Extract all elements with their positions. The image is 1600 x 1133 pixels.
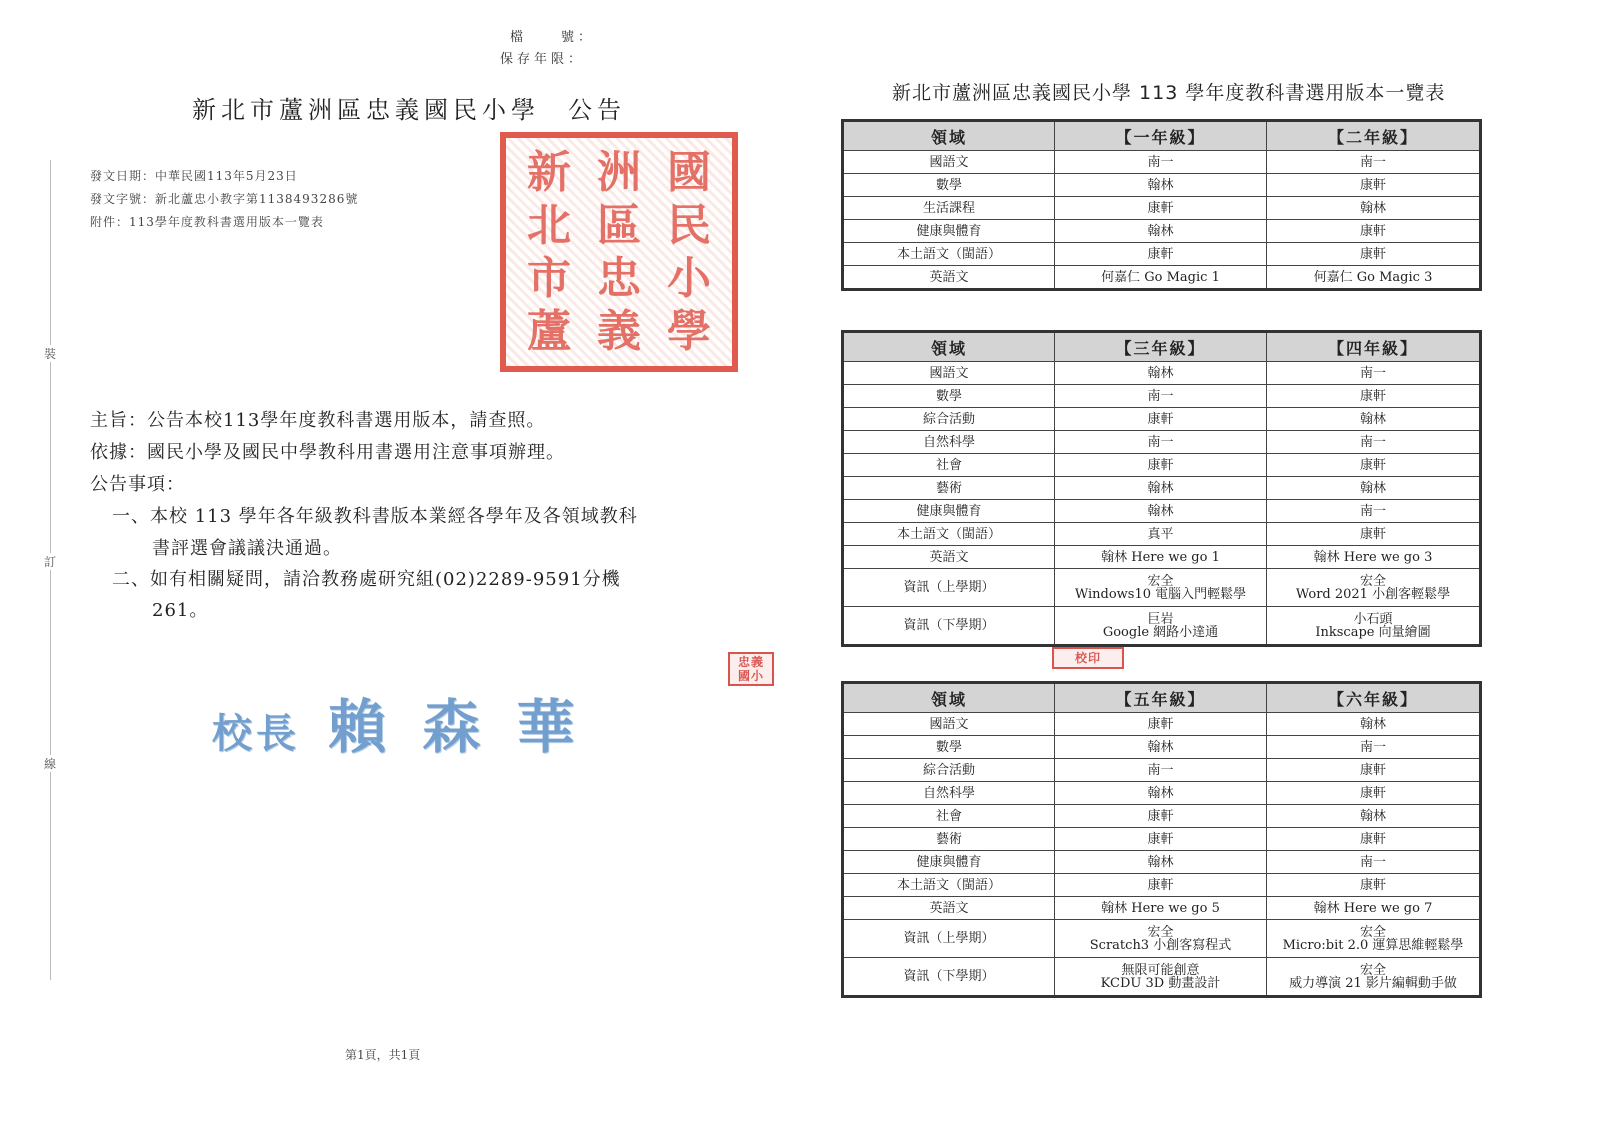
publisher-cell [1267, 759, 1481, 782]
cell-text: 健康與體育 [916, 223, 982, 239]
publisher-cell [1267, 362, 1481, 385]
cell-text: 綜合活動 [922, 411, 975, 427]
table-row [843, 874, 1481, 897]
column-header: 【四年級】 [1267, 332, 1481, 362]
publisher-cell [1055, 920, 1267, 958]
cell-text: 本土語文（閩語） [896, 246, 1001, 262]
cell-text: 翰林 [1147, 223, 1174, 239]
seal-glyph: 忠 [597, 252, 641, 304]
subject-cell [843, 477, 1055, 500]
table-row [843, 500, 1481, 523]
cell-text: 真平 [1147, 526, 1174, 542]
publisher-cell [1055, 408, 1267, 431]
publisher-cell [1267, 874, 1481, 897]
cell-text: 英語文 [929, 549, 969, 565]
table-row [843, 174, 1481, 197]
binding-char-3: 線 [44, 757, 57, 771]
cell-text: 社會 [935, 808, 962, 824]
publisher-cell [1055, 874, 1267, 897]
subject-cell [843, 243, 1055, 266]
publisher-cell [1055, 958, 1267, 997]
cell-text: 南一 [1147, 762, 1174, 778]
publisher-cell [1267, 174, 1481, 197]
cell-text: 宏全 [1359, 573, 1386, 589]
cell-text: 宏全 [1359, 962, 1386, 978]
cell-text: 南一 [1147, 154, 1174, 170]
subject-cell [843, 607, 1055, 646]
column-header: 【五年級】 [1055, 683, 1267, 713]
cell-text: 國語文 [929, 716, 969, 732]
seal-glyph: 北 [527, 199, 571, 251]
publisher-cell [1055, 897, 1267, 920]
publisher-cell [1055, 523, 1267, 546]
cell-text: 翰林 Here we go 1 [1101, 549, 1220, 565]
cell-text: 數學 [935, 739, 962, 755]
publisher-cell [1267, 569, 1481, 607]
table-row [843, 197, 1481, 220]
cell-text: 翰林 [1147, 785, 1174, 801]
cell-text: Inkscape 向量繪圖 [1315, 624, 1431, 640]
column-header: 【三年級】 [1055, 332, 1267, 362]
column-header: 【六年級】 [1267, 683, 1481, 713]
seal-glyph: 市 [527, 252, 571, 304]
publisher-cell [1267, 782, 1481, 805]
cell-text: 小石頭 [1353, 611, 1393, 627]
table-row [843, 782, 1481, 805]
cell-text: 宏全 [1147, 924, 1174, 940]
publisher-cell [1267, 385, 1481, 408]
cell-text: 康軒 [1359, 526, 1386, 542]
seal-glyph: 國 [667, 146, 711, 198]
cell-text: 康軒 [1147, 457, 1174, 473]
cell-text: 翰林 [1359, 808, 1386, 824]
cell-text: 翰林 [1359, 716, 1386, 732]
cell-text: 何嘉仁 Go Magic 1 [1101, 269, 1220, 285]
publisher-cell [1055, 454, 1267, 477]
table-row [843, 523, 1481, 546]
publisher-cell [1055, 546, 1267, 569]
cell-text: 康軒 [1359, 457, 1386, 473]
subject-cell [843, 874, 1055, 897]
cell-text: KCDU 3D 動畫設計 [1100, 975, 1221, 991]
cell-text: 康軒 [1359, 762, 1386, 778]
cell-text: 翰林 [1359, 411, 1386, 427]
cell-text: 康軒 [1147, 831, 1174, 847]
table-row [843, 477, 1481, 500]
cell-text: 康軒 [1359, 223, 1386, 239]
publisher-cell [1267, 500, 1481, 523]
cell-text: 康軒 [1359, 877, 1386, 893]
notice-title-suffix: 公告 [568, 96, 626, 124]
binding-margin-rule [50, 160, 51, 980]
cell-text: 南一 [1147, 434, 1174, 450]
publisher-cell [1055, 736, 1267, 759]
table-header-row [843, 332, 1481, 362]
cell-text: 翰林 [1147, 365, 1174, 381]
table-row [843, 736, 1481, 759]
publisher-cell [1055, 805, 1267, 828]
subject-cell [843, 454, 1055, 477]
official-seal-stamp [500, 132, 738, 372]
cell-text: 無限可能創意 [1121, 962, 1200, 978]
cell-text: 翰林 Here we go 5 [1101, 900, 1220, 916]
cell-text: 南一 [1359, 434, 1386, 450]
subject-cell [843, 523, 1055, 546]
column-header: 領域 [843, 683, 1055, 713]
cell-text: 南一 [1359, 154, 1386, 170]
cell-text: 本土語文（閩語） [896, 526, 1001, 542]
publisher-cell [1267, 607, 1481, 646]
cell-text: 社會 [935, 457, 962, 473]
cell-text: 英語文 [929, 269, 969, 285]
cell-text: 南一 [1359, 739, 1386, 755]
column-header: 領域 [843, 121, 1055, 151]
publisher-cell [1055, 362, 1267, 385]
document-number: 發文字號：新北蘆忠小教字第1138493286號 [90, 192, 359, 206]
cell-text: 翰林 [1147, 854, 1174, 870]
binding-char-1: 裝 [44, 347, 57, 361]
subject-cell [843, 759, 1055, 782]
publisher-cell [1055, 782, 1267, 805]
cell-text: 資訊（上學期） [903, 931, 995, 946]
seal-glyph: 學 [667, 305, 711, 357]
cell-text: 藝術 [935, 831, 962, 847]
small-seal-stamp: 忠義 國小 [728, 652, 774, 686]
subject-cell [843, 385, 1055, 408]
table-header-row [843, 683, 1481, 713]
cell-text: 何嘉仁 Go Magic 3 [1313, 269, 1433, 285]
cell-text: 本土語文（閩語） [896, 877, 1001, 893]
publisher-cell [1055, 569, 1267, 607]
cell-text: 康軒 [1359, 246, 1386, 262]
notice-heading: 公告事項： [90, 474, 185, 495]
seal-glyph: 洲 [597, 146, 641, 198]
table-row [843, 266, 1481, 290]
publisher-cell [1267, 958, 1481, 997]
cell-text: 數學 [935, 388, 962, 404]
cell-text: 康軒 [1359, 388, 1386, 404]
textbook-table-grade-3-4 [841, 330, 1482, 647]
publisher-cell [1267, 805, 1481, 828]
publisher-cell [1055, 197, 1267, 220]
cell-text: 南一 [1147, 388, 1174, 404]
publisher-cell [1055, 220, 1267, 243]
cell-text: 翰林 Here we go 7 [1313, 900, 1433, 916]
cell-text: 康軒 [1147, 877, 1174, 893]
publisher-cell [1267, 151, 1481, 174]
seal-glyph: 民 [667, 199, 711, 251]
column-header: 領域 [843, 332, 1055, 362]
subject-cell [843, 958, 1055, 997]
cell-text: 國語文 [929, 154, 969, 170]
cell-text: 南一 [1359, 365, 1386, 381]
publisher-cell [1055, 851, 1267, 874]
table-row [843, 362, 1481, 385]
publisher-cell [1055, 151, 1267, 174]
notice-title [192, 90, 626, 125]
table-row [843, 759, 1481, 782]
column-header: 【一年級】 [1055, 121, 1267, 151]
publisher-cell [1055, 477, 1267, 500]
cell-text: 翰林 [1147, 503, 1174, 519]
principal-signature [212, 680, 583, 764]
seal-glyph: 新 [527, 146, 571, 198]
cell-text: 宏全 [1147, 573, 1174, 589]
table-row [843, 408, 1481, 431]
cell-text: Google 網路小達通 [1102, 624, 1219, 640]
cell-text: 翰林 Here we go 3 [1313, 549, 1433, 565]
cell-text: 翰林 [1147, 480, 1174, 496]
subject-cell [843, 897, 1055, 920]
subject-cell [843, 362, 1055, 385]
table-row [843, 569, 1481, 607]
cell-text: 資訊（下學期） [903, 618, 995, 633]
table-row [843, 805, 1481, 828]
cell-text: 數學 [935, 177, 962, 193]
column-header: 【二年級】 [1267, 121, 1481, 151]
publisher-cell [1267, 851, 1481, 874]
subject-cell [843, 431, 1055, 454]
subject-cell [843, 500, 1055, 523]
notice-item-2-cont: 261。 [152, 600, 209, 621]
notice-item-2: 二、如有相關疑問，請洽教務處研究組(02)2289-9591分機 [112, 569, 621, 590]
publisher-cell [1055, 759, 1267, 782]
table-row [843, 920, 1481, 958]
cell-text: 巨岩 [1147, 611, 1174, 627]
publisher-cell [1055, 174, 1267, 197]
issue-date: 發文日期：中華民國113年5月23日 [90, 169, 298, 183]
cell-text: 南一 [1359, 854, 1386, 870]
table-row [843, 431, 1481, 454]
cell-text: 綜合活動 [922, 762, 975, 778]
cell-text: 康軒 [1147, 246, 1174, 262]
cell-text: 康軒 [1147, 716, 1174, 732]
cell-text: 南一 [1359, 503, 1386, 519]
cell-text: Word 2021 小創客輕鬆學 [1295, 586, 1451, 602]
publisher-cell [1267, 431, 1481, 454]
table-header-row [843, 121, 1481, 151]
basis-line: 依據：國民小學及國民中學教科用書選用注意事項辦理。 [90, 442, 565, 463]
publisher-cell [1267, 197, 1481, 220]
cell-text: 康軒 [1147, 411, 1174, 427]
table-row [843, 958, 1481, 997]
table-row [843, 607, 1481, 646]
cell-text: 宏全 [1359, 924, 1386, 940]
cell-text: Windows10 電腦入門輕鬆學 [1074, 586, 1247, 602]
publisher-cell [1055, 828, 1267, 851]
subject-cell [843, 197, 1055, 220]
publisher-cell [1267, 828, 1481, 851]
table-row [843, 713, 1481, 736]
notice-item-1: 一、本校 113 學年各年級教科書版本業經各學年及各領域教科 [112, 506, 638, 527]
subject-cell [843, 546, 1055, 569]
publisher-cell [1267, 477, 1481, 500]
notice-item-1-cont: 書評選會議議決通過。 [152, 538, 342, 559]
publisher-cell [1267, 920, 1481, 958]
cell-text: 資訊（下學期） [903, 969, 995, 984]
publisher-cell [1055, 713, 1267, 736]
seal-glyph: 義 [597, 305, 641, 357]
table-row [843, 151, 1481, 174]
publisher-cell [1267, 523, 1481, 546]
cell-text: 康軒 [1359, 177, 1386, 193]
subject-cell [843, 828, 1055, 851]
table-row [843, 897, 1481, 920]
cell-text: 資訊（上學期） [903, 580, 995, 595]
table-row [843, 851, 1481, 874]
table-row [843, 828, 1481, 851]
subject-cell [843, 713, 1055, 736]
page-number: 第1頁，共1頁 [345, 1048, 421, 1062]
publisher-cell [1267, 454, 1481, 477]
publisher-cell [1267, 266, 1481, 290]
subject-cell [843, 736, 1055, 759]
subject-cell [843, 851, 1055, 874]
cell-text: 健康與體育 [916, 854, 982, 870]
cell-text: 自然科學 [922, 434, 975, 450]
table-row [843, 220, 1481, 243]
cell-text: 翰林 [1359, 480, 1386, 496]
publisher-cell [1267, 546, 1481, 569]
subject-cell [843, 805, 1055, 828]
publisher-cell [1267, 408, 1481, 431]
file-number-label: 檔 號： [510, 30, 596, 45]
publisher-cell [1267, 736, 1481, 759]
publisher-cell [1267, 897, 1481, 920]
subject-cell [843, 408, 1055, 431]
table-row [843, 546, 1481, 569]
subject-cell [843, 569, 1055, 607]
publisher-cell [1055, 266, 1267, 290]
cell-text: 威力導演 21 影片編輯動手做 [1289, 975, 1457, 991]
retention-label: 保存年限： [500, 52, 586, 67]
publisher-cell [1055, 243, 1267, 266]
signature-name: 賴 森 華 [328, 693, 583, 761]
publisher-cell [1055, 431, 1267, 454]
publisher-cell [1055, 385, 1267, 408]
subject-cell [843, 174, 1055, 197]
table-row [843, 385, 1481, 408]
cell-text: 生活課程 [922, 200, 975, 216]
subject-cell [843, 782, 1055, 805]
publisher-cell [1267, 220, 1481, 243]
publisher-cell [1055, 500, 1267, 523]
textbook-table-grade-1-2 [841, 119, 1482, 291]
notice-title-text: 新北市蘆洲區忠義國民小學 [192, 96, 540, 124]
subject-cell [843, 220, 1055, 243]
cell-text: 翰林 [1359, 200, 1386, 216]
table-row [843, 243, 1481, 266]
cell-text: Scratch3 小創客寫程式 [1089, 937, 1232, 953]
cell-text: 健康與體育 [916, 503, 982, 519]
cell-text: 國語文 [929, 365, 969, 381]
cell-text: 英語文 [929, 900, 969, 916]
subject-cell [843, 920, 1055, 958]
cell-text: 自然科學 [922, 785, 975, 801]
small-seal-stamp-right: 校印 [1052, 647, 1124, 669]
table-row [843, 454, 1481, 477]
cell-text: 藝術 [935, 480, 962, 496]
cell-text: 康軒 [1359, 785, 1386, 801]
publisher-cell [1267, 713, 1481, 736]
seal-glyph: 蘆 [527, 305, 571, 357]
subject-cell [843, 266, 1055, 290]
seal-glyph: 小 [667, 252, 711, 304]
subject-cell [843, 151, 1055, 174]
publisher-cell [1267, 243, 1481, 266]
binding-char-2: 訂 [44, 555, 57, 569]
attachment-line: 附件：113學年度教科書選用版本一覽表 [90, 215, 324, 229]
table-page-title: 新北市蘆洲區忠義國民小學 113 學年度教科書選用版本一覽表 [892, 82, 1446, 104]
cell-text: 翰林 [1147, 177, 1174, 193]
cell-text: 康軒 [1147, 200, 1174, 216]
seal-glyph: 區 [597, 199, 641, 251]
cell-text: 康軒 [1147, 808, 1174, 824]
cell-text: 翰林 [1147, 739, 1174, 755]
signature-title: 校長 [212, 710, 300, 757]
publisher-cell [1055, 607, 1267, 646]
textbook-table-grade-5-6 [841, 681, 1482, 998]
cell-text: Micro:bit 2.0 運算思維輕鬆學 [1282, 937, 1464, 953]
subject-line: 主旨：公告本校113學年度教科書選用版本，請查照。 [90, 410, 546, 431]
cell-text: 康軒 [1359, 831, 1386, 847]
